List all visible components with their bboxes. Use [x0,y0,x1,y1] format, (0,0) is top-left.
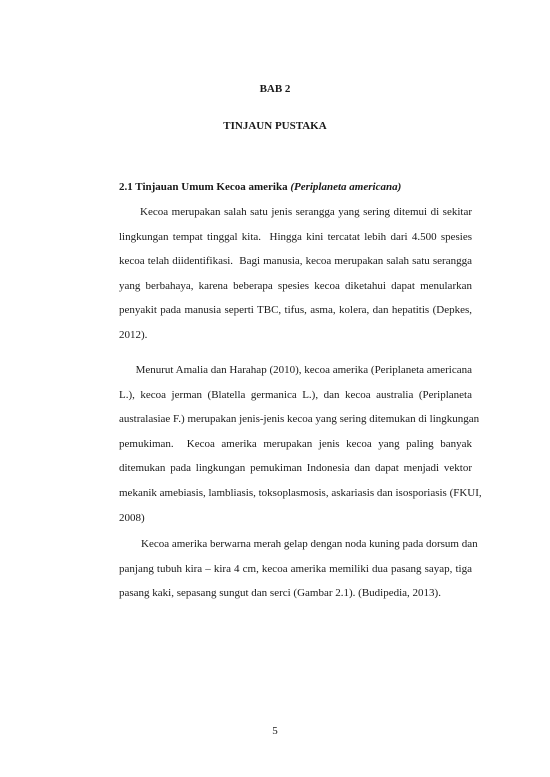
paragraph-line: pasang kaki, sepasang sungut dan serci (Gambar 2.1). (Budipedia, 2013). [119,587,441,600]
paragraph-line: kecoa telah diidentifikasi. Bagi manusia, kecoa merupakan salah satu serangga [119,255,472,268]
paragraph-line: ditemukan pada lingkungan pemukiman Indonesia dan dapat menjadi vektor [119,462,472,475]
paragraph-1 [119,200,472,348]
section-number-title: 2.1 Tinjauan Umum Kecoa amerika [119,181,291,193]
paragraph-line: mekanik amebiasis, lambliasis, toksoplasmosis, askariasis dan isosporiasis (FKUI, [119,486,482,499]
chapter-title: TINJAUN PUSTAKA [223,120,327,132]
paragraph-2 [119,358,482,530]
section-heading [119,181,401,193]
paragraph-line: L.), kecoa jerman (Blatella germanica L.), dan kecoa australia (Periplaneta [119,388,472,401]
section-species-italic: (Periplaneta americana) [290,181,402,193]
paragraph-line: Kecoa amerika berwarna merah gelap dengan noda kuning pada dorsum dan [119,538,478,550]
paragraph-line: Menurut Amalia dan Harahap (2010), kecoa amerika (Periplaneta americana [119,364,472,376]
paragraph-line: pemukiman. Kecoa amerika merupakan jenis kecoa yang paling banyak [119,437,472,450]
paragraph-3 [119,532,478,606]
paragraph-line: Kecoa merupakan salah satu jenis serangga yang sering ditemui di sekitar [119,206,472,218]
paragraph-line: 2012). [119,328,148,341]
paragraph-line: penyakit pada manusia seperti TBC, tifus, asma, kolera, dan hepatitis (Depkes, [119,304,472,317]
chapter-number: BAB 2 [259,83,291,95]
paragraph-line: panjang tubuh kira – kira 4 cm, kecoa amerika memiliki dua pasang sayap, tiga [119,562,472,575]
paragraph-line: yang berbahaya, karena beberapa spesies kecoa diketahui dapat menularkan [119,279,472,292]
paragraph-line: 2008) [119,511,145,524]
paragraph-line: australasiae F.) merupakan jenis-jenis kecoa yang sering ditemukan di lingkungan [119,413,480,426]
page-number: 5 [272,725,278,737]
paragraph-line: lingkungan tempat tinggal kita. Hingga kini tercatat lebih dari 4.500 spesies [119,230,472,243]
